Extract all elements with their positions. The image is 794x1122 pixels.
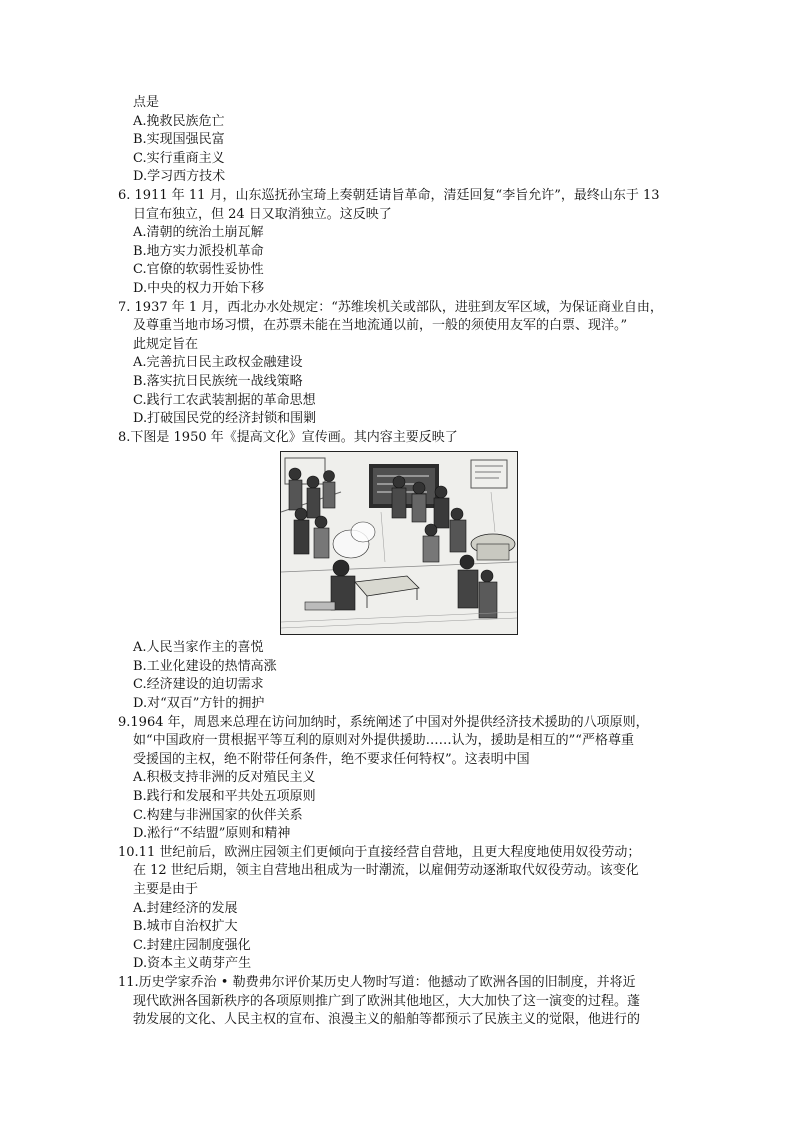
q7-stem-line-3: 此规定旨在 <box>133 336 199 352</box>
q7-stem-line-2: 及尊重当地市场习惯，在苏票未能在当地流通以前，一般的须使用友军的白票、现洋。” <box>133 318 628 334</box>
q10-stem-line-1: 10.11 世纪前后，欧洲庄园领主们更倾向于直接经营自营地，且更大程度地使用奴役劳动； <box>118 844 641 860</box>
q6-stem-line-1: 6. 1911 年 11 月，山东巡抚孙宝琦上奏朝廷请旨革命，清廷回复“李旨允许”，最终山东于 13 <box>118 187 660 203</box>
q5-option-d: D.学习西方技术 <box>133 169 226 185</box>
q10-stem-line-2: 在 12 世纪后期，领主自营地出租成为一时潮流，以雇佣劳动逐渐取代奴役劳动。该变化 <box>133 863 639 879</box>
question-list <box>118 94 678 1030</box>
poster-illustration <box>281 452 517 634</box>
q9-option-b: B.践行和发展和平共处五项原则 <box>133 789 316 805</box>
q5-stem-tail: 点是 <box>133 95 160 110</box>
q10-option-c: C.封建庄园制度强化 <box>133 937 251 953</box>
q6-stem-line-2: 日宣布独立，但 24 日又取消独立。这反映了 <box>133 206 392 222</box>
q8-option-c: C.经济建设的迫切需求 <box>133 677 264 693</box>
q8-figure-area <box>118 447 678 639</box>
q6-option-c: C.官僚的软弱性妥协性 <box>133 262 264 278</box>
q5-option-c: C.实行重商主义 <box>133 150 225 166</box>
q8-option-a: A.人民当家作主的喜悦 <box>133 640 264 656</box>
q8-option-b: B.工业化建设的热情高涨 <box>133 658 277 674</box>
q6-option-b: B.地方实力派投机革命 <box>133 243 264 259</box>
q11-stem-line-3: 勃发展的文化、人民主权的宣布、浪漫主义的船舶等都预示了民族主义的觉限，他进行的 <box>133 1012 641 1028</box>
q8-stem-line-1: 8.下图是 1950 年《提高文化》宣传画。其内容主要反映了 <box>118 429 458 445</box>
q8-option-d: D.对“双百”方针的拥护 <box>133 696 265 712</box>
q7-option-a: A.完善抗日民主政权金融建设 <box>133 355 303 371</box>
q10-stem-line-3: 主要是由于 <box>133 882 199 897</box>
q7-option-c: C.践行工农武装割据的革命思想 <box>133 392 316 408</box>
q10-option-b: B.城市自治权扩大 <box>133 919 238 935</box>
q9-stem-line-1: 9.1964 年，周恩来总理在访问加纳时，系统阐述了中国对外提供经济技术援助的八项原则， <box>118 714 649 730</box>
q9-stem-line-3: 受援国的主权，绝不附带任何条件，绝不要求任何特权”。这表明中国 <box>133 751 530 767</box>
q7-option-b: B.落实抗日民族统一战线策略 <box>133 373 303 389</box>
q7-option-d: D.打破国民党的经济封锁和围剿 <box>133 411 317 427</box>
q9-option-d: D.淞行“不结盟”原则和精神 <box>133 826 291 842</box>
q11-stem-line-2: 现代欧洲各国新秩序的各项原则推广到了欧洲其他地区，大大加快了这一演变的过程。蓬 <box>133 993 641 1009</box>
q6-option-a: A.清朝的统治土崩瓦解 <box>133 225 264 241</box>
q5-option-b: B.实现国强民富 <box>133 132 225 148</box>
q9-option-c: C.构建与非洲国家的伙伴关系 <box>133 807 303 823</box>
q10-option-d: D.资本主义萌芽产生 <box>133 956 252 972</box>
q9-option-a: A.积极支持非洲的反对殖民主义 <box>133 770 316 786</box>
q10-option-a: A.封建经济的发展 <box>133 900 238 916</box>
q9-stem-line-2: 如“中国政府一贯根据平等互利的原则对外提供援助……认为，援助是相互的”“严格尊重 <box>133 733 634 749</box>
q7-stem-line-1: 7. 1937 年 1 月，西北办水处规定：“苏维埃机关或部队，进驻到友军区域，为保证商业自由， <box>118 299 663 315</box>
q6-option-d: D.中央的权力开始下移 <box>133 280 265 296</box>
q5-option-a: A.挽救民族危亡 <box>133 113 225 129</box>
q11-stem-line-1: 11.历史学家乔治 • 勒费弗尔评价某历史人物时写道：他撼动了欧洲各国的旧制度，并将近 <box>118 974 636 990</box>
propaganda-poster-image <box>280 451 518 635</box>
